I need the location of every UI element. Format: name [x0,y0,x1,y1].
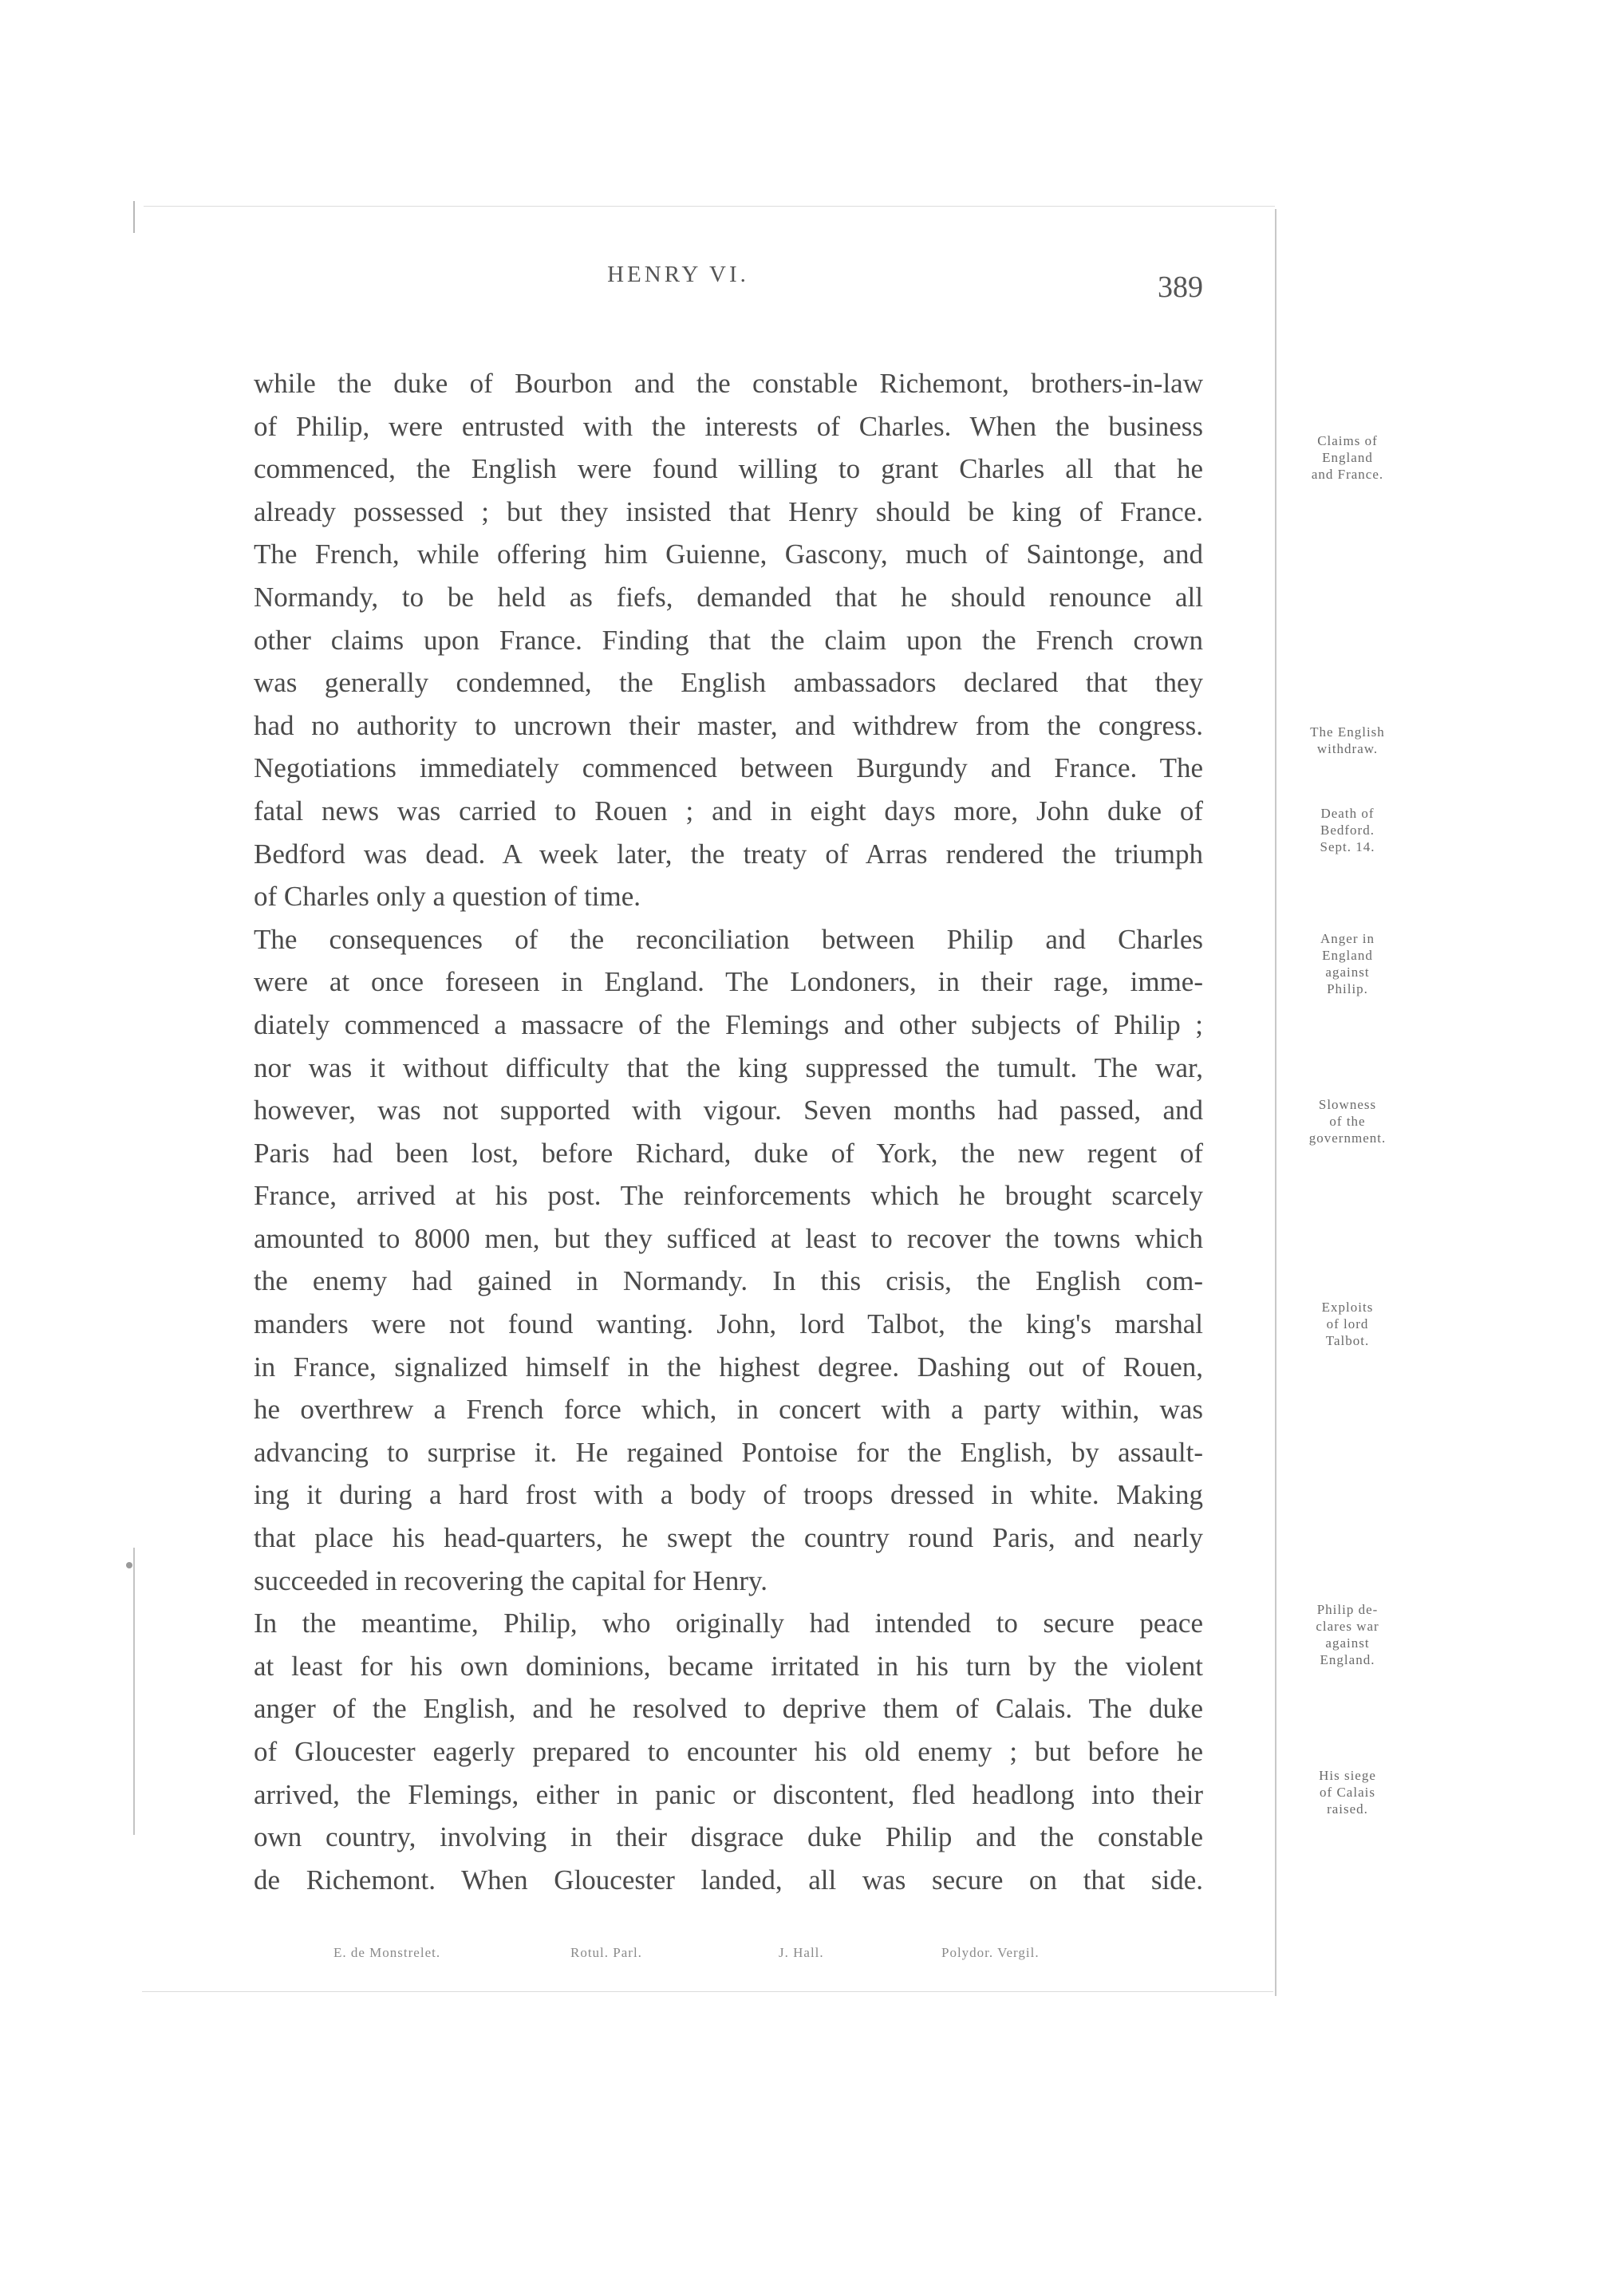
text-line: Paris had been lost, before Richard, duke of York, the new regent of [254,1137,1203,1169]
side-note-anger-in-england: Anger in England against Philip. [1320,931,1375,996]
text-line: arrived, the Flemings, either in panic or discontent, fled headlong into their [254,1778,1203,1810]
text-line: that place his head-quarters, he swept the country round Paris, and nearly [254,1522,1203,1554]
text-line: already possessed ; but they insisted that Henry should be king of France. [254,495,1203,527]
text-line: were at once foreseen in England. The Londoners, in their rage, imme- [254,966,1203,998]
text-line: at least for his own dominions, became irritated in his turn by the violent [254,1650,1203,1682]
text-line: other claims upon France. Finding that the claim upon the French crown [254,624,1203,656]
text-line: Negotiations immediately commenced between Burgundy and France. The [254,752,1203,784]
left-frame-rule-bottom [133,1548,135,1835]
text-line: commenced, the English were found willing to grant Charles all that he [254,453,1203,485]
text-line: own country, involving in their disgrace duke Philip and the constable [254,1821,1203,1853]
text-line: advancing to surprise it. He regained Pontoise for the English, by assault- [254,1436,1203,1468]
text-line: de Richemont. When Gloucester landed, all was secure on that side. [254,1864,1203,1896]
text-line: The consequences of the reconciliation between Philip and Charles [254,923,1203,955]
text-line: of Gloucester eagerly prepared to encounter his old enemy ; but before he [254,1736,1203,1767]
text-line: diately commenced a massacre of the Flemings and other subjects of Philip ; [254,1008,1203,1040]
text-line: France, arrived at his post. The reinforcements which he brought scarcely [254,1180,1203,1212]
text-line: of Philip, were entrusted with the interests of Charles. When the business [254,410,1203,442]
text-line: anger of the English, and he resolved to deprive them of Calais. The duke [254,1693,1203,1725]
citation-rotul-parl: Rotul. Parl. [570,1945,642,1960]
text-line: Normandy, to be held as fiefs, demanded that he should renounce all [254,581,1203,613]
text-line: The French, while offering him Guienne, Gascony, much of Saintonge, and [254,538,1203,570]
side-note-philip-declares-war: Philip de- clares war against England. [1316,1602,1379,1667]
text-line: ing it during a hard frost with a body of troops dressed in white. Making [254,1479,1203,1511]
margin-dot-mark [126,1562,132,1568]
text-line: the enemy had gained in Normandy. In this crisis, the English com- [254,1265,1203,1297]
text-line: he overthrew a French force which, in concert with a party within, was [254,1394,1203,1426]
right-frame-rule [1275,209,1276,1996]
bottom-frame-rule [142,1991,1273,1992]
top-frame-rule [144,206,1275,207]
text-line: however, was not supported with vigour. Seven months had passed, and [254,1095,1203,1126]
left-frame-rule-top [133,201,135,233]
text-line: of Charles only a question of time. [254,881,641,913]
text-line: had no authority to uncrown their master, and withdrew from the congress. [254,709,1203,741]
running-head: HENRY VI. [607,262,749,287]
text-line: in France, signalized himself in the highest degree. Dashing out of Rouen, [254,1351,1203,1383]
text-line: nor was it without difficulty that the king suppressed the tumult. The war, [254,1051,1203,1083]
citation-monstrelet: E. de Monstrelet. [333,1945,441,1960]
text-line: In the meantime, Philip, who originally had intended to secure peace [254,1608,1203,1639]
side-note-slowness: Slowness of the government. [1308,1097,1387,1146]
text-line: while the duke of Bourbon and the constable Richemont, brothers-in-law [254,368,1203,399]
citation-hall: J. Hall. [779,1945,824,1960]
side-note-death-of-bedford: Death of Bedford. Sept. 14. [1320,806,1375,854]
text-line: was generally condemned, the English ambassadors declared that they [254,667,1203,699]
page-number: 389 [1158,270,1203,304]
text-line: succeeded in recovering the capital for Henry. [254,1564,767,1596]
side-note-english-withdraw: The English withdraw. [1310,724,1385,756]
side-note-exploits-talbot: Exploits of lord Talbot. [1321,1300,1374,1348]
text-line: manders were not found wanting. John, lord Talbot, the king's marshal [254,1308,1203,1340]
citation-polydor-vergil: Polydor. Vergil. [941,1945,1040,1960]
side-note-claims: Claims of England and France. [1311,433,1384,482]
side-note-siege-of-calais: His siege of Calais raised. [1319,1768,1376,1817]
text-line: Bedford was dead. A week later, the treaty of Arras rendered the triumph [254,838,1203,870]
body-text [254,362,1203,1901]
text-line: amounted to 8000 men, but they sufficed at least to recover the towns which [254,1222,1203,1254]
text-line: fatal news was carried to Rouen ; and in eight days more, John duke of [254,795,1203,826]
